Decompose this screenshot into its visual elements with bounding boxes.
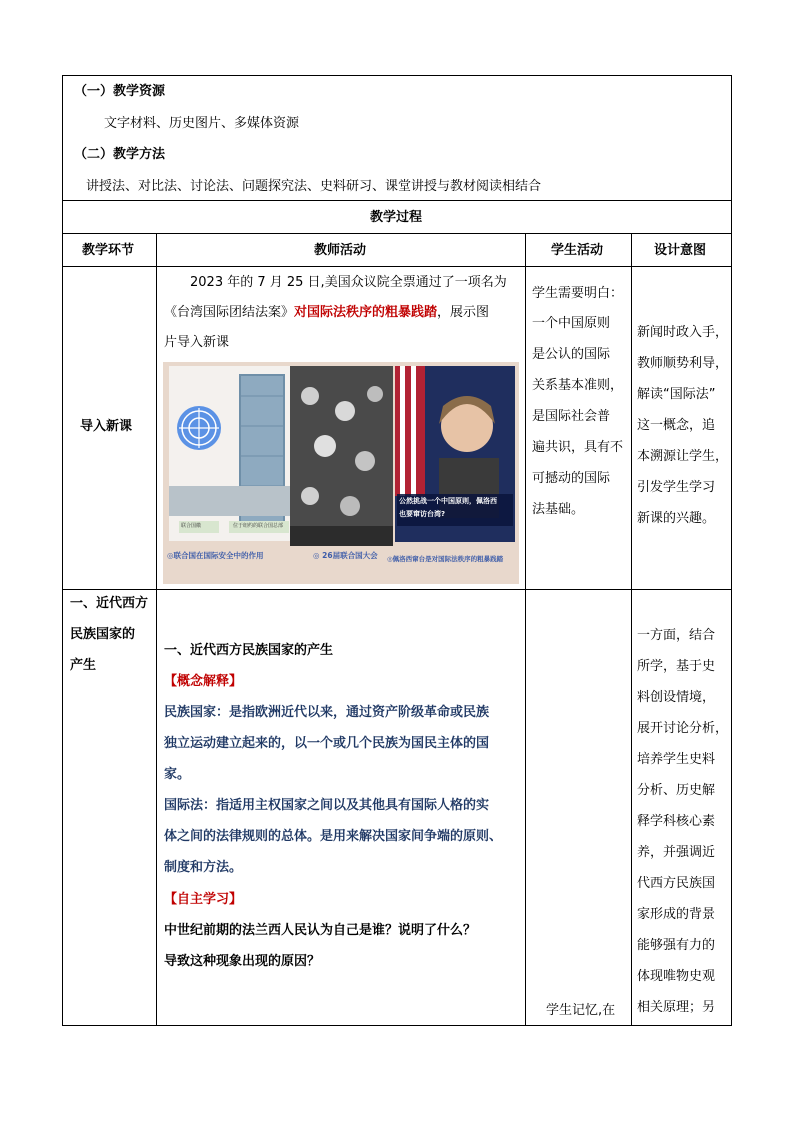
divider (63, 200, 731, 201)
resources-text: 文字材料、历史图片、多媒体资源 (104, 116, 300, 131)
student-line: 一个中国原则 (532, 316, 611, 331)
design-line: 释学科核心素 (637, 814, 716, 829)
process-title: 教学过程 (370, 210, 423, 225)
assembly-photo-icon (290, 366, 393, 546)
teacher-line: 2023 年的 7 月 25 日,美国众议院全票通过了一项名为 (190, 275, 507, 290)
pelosi-panel (395, 366, 515, 542)
highlight-text: 对国际法秩序的粗暴践踏 (294, 305, 438, 320)
concept-line: 体之间的法律规则的总体。是用来解决国家间争端的原则、 (164, 829, 503, 844)
photo-caption: ◎ 26届联合国大会 (313, 551, 378, 560)
student-line: 是公认的国际 (532, 347, 611, 362)
methods-heading: （二）教学方法 (74, 147, 166, 162)
stage-line: 民族国家的 (70, 627, 136, 642)
question: 导致这种现象出现的原因？ (164, 954, 321, 969)
concept-tag: 【概念解释】 (164, 674, 243, 689)
design-line: 料创设情境， (637, 690, 716, 705)
un-panel (169, 366, 293, 541)
teacher-line (164, 306, 489, 319)
column-divider (156, 233, 157, 1026)
methods-text: 讲授法、对比法、讨论法、问题探究法、史料研习、课堂讲授与教材阅读相结合 (86, 179, 542, 194)
design-line: 培养学生史料 (637, 752, 716, 767)
student-line: 遍共识，具有不 (532, 440, 624, 455)
pelosi-banner (397, 494, 513, 526)
resources-heading: （一）教学资源 (74, 84, 166, 99)
design-line: 家形成的背景 (637, 907, 716, 922)
teacher-line: 片导入新课 (164, 335, 230, 350)
design-line: 本溯源让学生， (637, 449, 729, 464)
design-line: 养，并强调近 (637, 845, 716, 860)
self-study-tag: 【自主学习】 (164, 892, 243, 907)
design-line: 相关原理；另 (637, 1000, 716, 1015)
design-line: 教师顺势利导， (637, 356, 729, 371)
header-stage: 教学环节 (82, 243, 135, 258)
design-line: 能够强有力的 (637, 938, 716, 953)
design-line: 分析、历史解 (637, 783, 716, 798)
photo-label: 联合国徽 (181, 523, 202, 529)
design-line: 展开讨论分析， (637, 721, 729, 736)
student-line: 可撼动的国际 (532, 471, 611, 486)
section-title: 一、近代西方民族国家的产生 (164, 643, 334, 658)
concept-line: 家。 (164, 767, 191, 782)
student-line: 学生需要明白： (532, 286, 624, 301)
news-photo-collage (163, 362, 519, 584)
student-line: 法基础。 (532, 502, 585, 517)
design-line: 代西方民族国 (637, 876, 716, 891)
column-divider (525, 233, 526, 1026)
student-line: 关系基本准则， (532, 378, 624, 393)
un-emblem-icon (169, 366, 293, 541)
header-design: 设计意图 (654, 243, 707, 258)
design-line: 所学，基于史 (637, 659, 716, 674)
stage-intro: 导入新课 (80, 419, 133, 434)
header-student: 学生活动 (551, 243, 604, 258)
design-line: 这一概念，追 (637, 418, 716, 433)
header-teacher: 教师活动 (314, 243, 367, 258)
column-divider (631, 233, 632, 1026)
design-line: 体现唯物史观 (637, 969, 716, 984)
banner-line: 也要窜访台湾? (399, 510, 446, 518)
law-name: 《台湾国际团结法案》 (164, 305, 295, 320)
student-line: 是国际社会普 (532, 409, 611, 424)
stage-line: 一、近代西方 (70, 596, 149, 611)
concept-line: 民族国家：是指欧洲近代以来，通过资产阶级革命或民族 (164, 705, 490, 720)
stage-line: 产生 (70, 658, 97, 673)
design-line: 解读“国际法” (637, 387, 716, 402)
teacher-text: ，展示图 (437, 305, 490, 320)
banner-line: 公然挑战一个中国原则，佩洛西 (399, 497, 497, 505)
design-line: 新闻时政入手， (637, 325, 729, 340)
student-activity-section-one: 学生记忆,在 (546, 1003, 616, 1018)
photo-caption: ◎佩洛西窜台是对国际法秩序的粗暴践踏 (387, 555, 504, 563)
concept-line: 独立运动建立起来的，以一个或几个民族为国民主体的国 (164, 736, 490, 751)
design-line: 新课的兴趣。 (637, 511, 716, 526)
concept-line: 制度和方法。 (164, 860, 243, 875)
concept-line: 国际法：指适用主权国家之间以及其他具有国际人格的实 (164, 798, 490, 813)
design-line: 引发学生学习 (637, 480, 716, 495)
question: 中世纪前期的法兰西人民认为自己是谁？说明了什么？ (164, 923, 477, 938)
photo-label: 位于纽约的联合国总部 (233, 523, 284, 529)
assembly-panel (290, 366, 393, 546)
photo-caption: ◎联合国在国际安全中的作用 (167, 551, 264, 560)
design-line: 一方面，结合 (637, 628, 716, 643)
